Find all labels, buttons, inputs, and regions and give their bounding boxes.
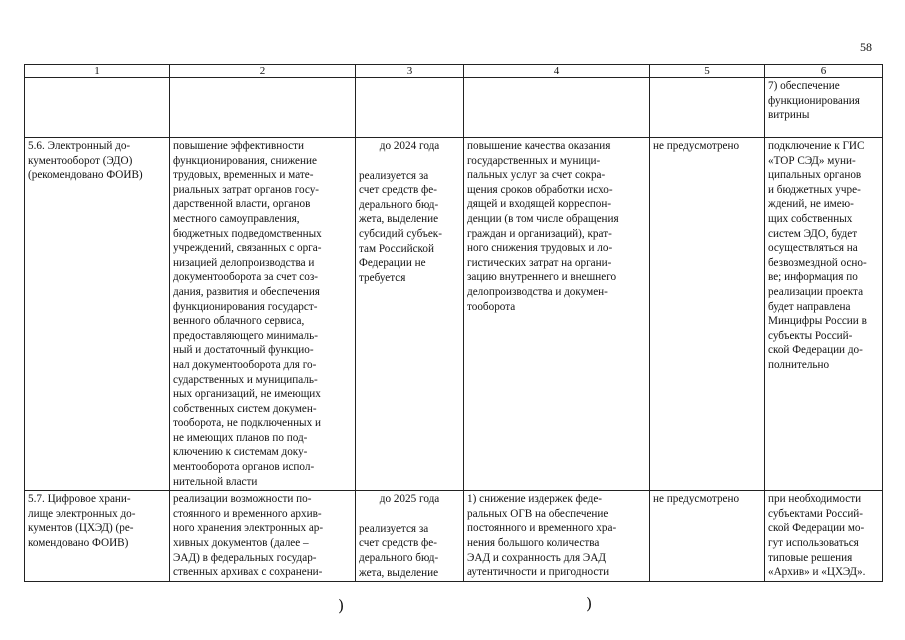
table-cell <box>464 78 650 138</box>
column-number-row <box>25 65 883 78</box>
column-number: 3 <box>356 65 464 78</box>
effect-text: 1) снижение издержек феде- ральных ОГВ на обеспечение постоянного и временного хра- нения большого количества ЭАД и сохранность для ЭАД аутентичности и пригодности <box>467 493 617 579</box>
notes-text: подключение к ГИС «ТОР СЭД» муни- ципальных органов и бюджетных учре- ждений, не имею- щих собственных систем ЭДО, будет осуществляться на безвозмездной осно- ве; информация по реализации проекта будет направлена Минцифры России в субъекты Россий- ской Федерации до- полнительно <box>768 140 867 371</box>
table-cell <box>765 78 883 138</box>
column-number: 2 <box>170 65 356 78</box>
table-row-continuation <box>25 78 883 138</box>
table-cell <box>170 491 356 582</box>
table-cell <box>765 138 883 491</box>
table-cell <box>464 491 650 582</box>
cell-text: 7) обеспечение функционирования витрины <box>768 80 860 122</box>
page-number: 58 <box>860 40 872 54</box>
footer-mark: ) <box>586 594 593 613</box>
goal-text: реализации возможности по- стоянного и временного архив- ного хранения электронных ар- хивных документов (далее – ЭАД) в федеральных государ- ственных архивах с сохранени- <box>173 493 324 579</box>
column-number: 1 <box>25 65 170 78</box>
col5-text: не предусмотрено <box>653 493 740 506</box>
table-cell <box>356 138 464 491</box>
deadline-text: до 2025 года <box>379 493 440 506</box>
table-cell <box>356 491 464 582</box>
table-cell <box>356 78 464 138</box>
notes-text: при необходимости субъектами Россий- ской Федерации мо- гут использоваться типовые решения «Архив» и «ЦХЭД». <box>768 493 866 579</box>
item-title: 5.7. Цифровое храни- лище электронных до- кументов (ЦХЭД) (ре- комендовано ФОИВ) <box>28 493 136 550</box>
table-cell <box>25 491 170 582</box>
table-cell <box>765 491 883 582</box>
table-cell <box>25 78 170 138</box>
table-cell <box>464 138 650 491</box>
table-cell <box>170 138 356 491</box>
column-number: 4 <box>464 65 650 78</box>
table-cell <box>170 78 356 138</box>
table-cell <box>650 138 765 491</box>
column-number: 6 <box>765 65 883 78</box>
col5-text: не предусмотрено <box>653 140 740 152</box>
item-title: 5.6. Электронный до- кументооборот (ЭДО) (рекомендовано ФОИВ) <box>28 140 143 182</box>
funding-text: реализуется за счет средств фе- дерального бюд- жета, выделение <box>359 522 439 579</box>
table-row <box>25 138 883 491</box>
deadline-text: до 2024 года <box>379 140 440 152</box>
table-cell <box>650 491 765 582</box>
goal-text: повышение эффективности функционирования, снижение трудовых, временных и мате- риальных затрат органов госу- дарственной власти, органов местного самоуправления, бюджетных подведомственных учреждений, связанных с орга- низацией делопроизводства и документооборота за счет соз- дания, развития и обеспечения функционирования государст- венного облачного сервиса, предоставляющего минималь- ный и достаточный функцио- нал документооборота для го- сударственных и муниципаль- ных организаций, не имеющих собственных систем докумен- тооборота, не подключенных и не имеющих планов по под- ключению к системам доку- ментооборота органов испол- нительной власти <box>173 140 322 488</box>
table-cell <box>25 138 170 491</box>
table-cell <box>650 78 765 138</box>
footer-mark: ) <box>338 596 345 615</box>
document-table <box>24 64 883 582</box>
column-number: 5 <box>650 65 765 78</box>
effect-text: повышение качества оказания государственных и муници- пальных услуг за счет сокра- щения сроков обработки исхо- дящей и входящей корреспон- денции (в том числе обращения граждан и организаций), крат- ного снижения трудовых и ло- гистических затрат на органи- зацию внутреннего и внешнего делопроизводства и докумен- тооборота <box>467 140 619 313</box>
funding-text: реализуется за счет средств фе- дерального бюд- жета, выделение субсидий субъек- там Российской Федерации не требуется <box>359 169 442 284</box>
table-row <box>25 491 883 582</box>
